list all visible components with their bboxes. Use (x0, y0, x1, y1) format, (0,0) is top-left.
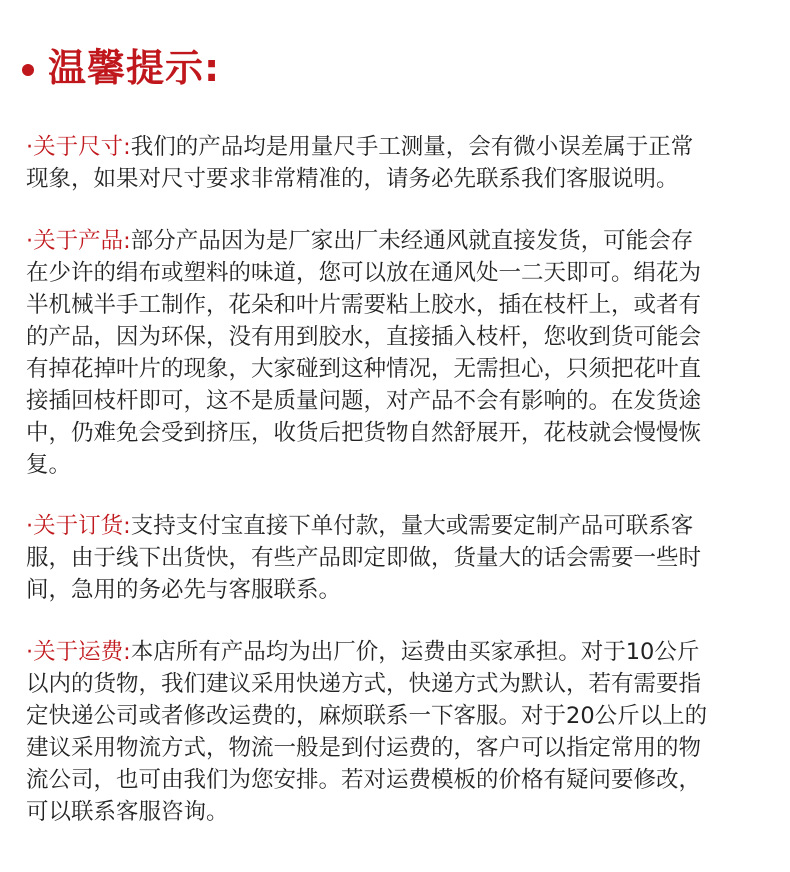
section-label: ·关于产品: (26, 228, 131, 254)
page-title-row (22, 44, 220, 92)
section-text: 部分产品因为是厂家出厂未经通风就直接发货，可能会存 (130, 228, 694, 254)
section-ordering (26, 510, 766, 606)
section-line: 有掉花掉叶片的现象，大家碰到这种情况，无需担心，只须把花叶直 (26, 356, 702, 382)
section-line: 可以联系客服咨询。 (26, 799, 229, 825)
section-product (26, 225, 766, 481)
section-line (26, 131, 766, 163)
section-line: 接插回枝杆即可，这不是质量问题，对产品不会有影响的。在发货途 (26, 388, 702, 414)
section-line: 以内的货物，我们建议采用快递方式，快递方式为默认，若有需要指 (26, 671, 702, 697)
section-line: 中，仍难免会受到挤压，收货后把货物自然舒展开，花枝就会慢慢恢 (26, 420, 702, 446)
section-size (26, 131, 766, 195)
section-label: ·关于订货: (26, 513, 131, 539)
section-line: 间，急用的务必先与客服联系。 (26, 577, 342, 603)
section-line: 现象，如果对尺寸要求非常精准的，请务必先联系我们客服说明。 (26, 166, 679, 192)
section-label: ·关于尺寸: (26, 134, 131, 160)
section-text: 本店所有产品均为出厂价，运费由买家承担。对于10公斤 (130, 639, 700, 665)
section-text: 支持支付宝直接下单付款，量大或需要定制产品可联系客 (130, 513, 694, 539)
section-label: ·关于运费: (26, 639, 131, 665)
section-line (26, 225, 766, 257)
section-line (26, 510, 766, 542)
section-line: 半机械半手工制作，花朵和叶片需要粘上胶水，插在枝杆上，或者有 (26, 292, 702, 318)
section-shipping (26, 636, 766, 828)
section-line: 的产品，因为环保，没有用到胶水，直接插入枝杆，您收到货可能会 (26, 324, 702, 350)
section-line: 复。 (26, 452, 72, 478)
section-text: 我们的产品均是用量尺手工测量，会有微小误差属于正常 (130, 134, 694, 160)
page-title: 温馨提示: (48, 46, 221, 90)
section-line: 流公司，也可由我们为您安排。若对运费模板的价格有疑问要修改， (26, 767, 702, 793)
section-line: 在少许的绢布或塑料的味道，您可以放在通风处一二天即可。绢花为 (26, 260, 702, 286)
section-line (26, 636, 766, 668)
bullet-icon (22, 64, 34, 76)
section-line: 建议采用物流方式，物流一般是到付运费的，客户可以指定常用的物 (26, 735, 702, 761)
section-line: 服，由于线下出货快，有些产品即定即做，货量大的话会需要一些时 (26, 545, 702, 571)
section-line: 定快递公司或者修改运费的，麻烦联系一下客服。对于20公斤以上的 (26, 703, 708, 729)
